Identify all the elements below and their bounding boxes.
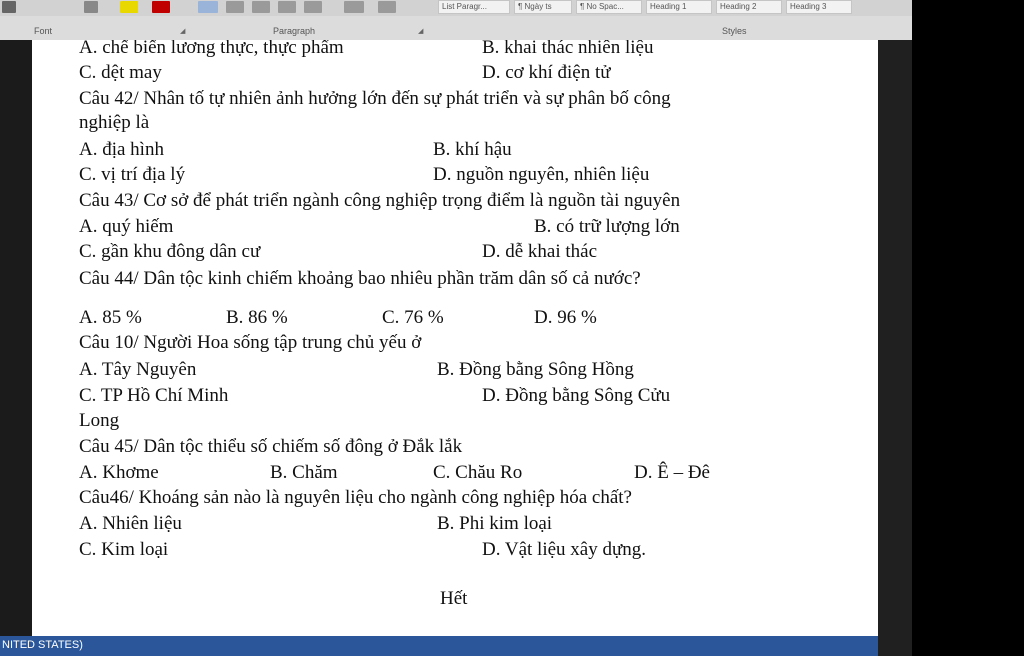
font-color-icon[interactable] [152, 1, 170, 13]
question-10: Câu 10/ Người Hoa sống tập trung chủ yếu ở [79, 332, 422, 353]
q44-option-d: D. 96 % [534, 307, 597, 328]
q10-option-c: C. TP Hồ Chí Minh [79, 385, 229, 406]
q43-option-b: B. có trữ lượng lớn [534, 216, 680, 237]
line-2-b: D. cơ khí điện tử [482, 62, 611, 83]
style-list-paragraph[interactable]: List Paragr... [438, 0, 510, 14]
question-45: Câu 45/ Dân tộc thiểu số chiếm số đông ở Đắk lắk [79, 436, 463, 457]
q42-option-c: C. vị trí địa lý [79, 164, 186, 185]
right-margin-area [878, 40, 912, 656]
q10-option-d-cont: Long [79, 410, 120, 431]
line-spacing-icon[interactable] [304, 1, 322, 13]
q45-option-d: D. Ê – Đê [634, 462, 710, 483]
q45-option-a: A. Khơme [79, 462, 159, 483]
style-ngay-ts[interactable]: ¶ Ngày ts [514, 0, 572, 14]
style-no-spacing[interactable]: ¶ No Spac... [576, 0, 642, 14]
q45-option-b: B. Chăm [270, 462, 338, 483]
q45-option-c: C. Chău Ro [433, 462, 523, 483]
justify-icon[interactable] [278, 1, 296, 13]
text-effects-icon[interactable] [84, 1, 98, 13]
q10-option-d: D. Đồng bằng Sông Cửu [482, 385, 671, 406]
align-center-icon[interactable] [226, 1, 244, 13]
question-42: Câu 42/ Nhân tố tự nhiên ảnh hưởng lớn đến sự phát triển và sự phân bố công [79, 88, 671, 109]
align-right-icon[interactable] [252, 1, 270, 13]
line-1-b: B. khai thác nhiên liệu [482, 40, 654, 58]
q46-option-d: D. Vật liệu xây dựng. [482, 539, 647, 560]
align-left-icon[interactable] [198, 1, 218, 13]
style-heading-3[interactable]: Heading 3 [786, 0, 852, 14]
question-44: Câu 44/ Dân tộc kinh chiếm khoảng bao nhiêu phần trăm dân số cả nước? [79, 268, 641, 289]
group-label-paragraph: Paragraph [273, 26, 316, 36]
q42-option-d: D. nguồn nguyên, nhiên liệu [433, 164, 650, 185]
q10-option-a: A. Tây Nguyên [79, 359, 197, 380]
question-46: Câu46/ Khoáng sản nào là nguyên liệu cho ngành công nghiệp hóa chất? [79, 487, 632, 508]
q43-option-a: A. quý hiếm [79, 216, 174, 237]
end-marker: Hết [440, 588, 468, 609]
ribbon [0, 0, 1024, 40]
question-43: Câu 43/ Cơ sở để phát triển ngành công nghiệp trọng điểm là nguồn tài nguyên [79, 190, 681, 211]
line-2-a: C. dệt may [79, 62, 162, 83]
q10-option-b: B. Đồng bằng Sông Hồng [437, 359, 634, 380]
black-border [912, 0, 1024, 656]
shading-icon[interactable] [344, 1, 364, 13]
status-bar [0, 636, 878, 656]
group-label-styles: Styles [722, 26, 747, 36]
style-heading-2[interactable]: Heading 2 [716, 0, 782, 14]
q42-option-a: A. địa hình [79, 139, 164, 160]
style-heading-1[interactable]: Heading 1 [646, 0, 712, 14]
q46-option-c: C. Kim loại [79, 539, 169, 560]
left-margin-area [0, 40, 32, 636]
q43-option-c: C. gần khu đông dân cư [79, 241, 261, 262]
q44-option-a: A. 85 % [79, 307, 142, 328]
borders-icon[interactable] [378, 1, 396, 13]
document-page[interactable] [32, 40, 878, 636]
paragraph-dialog-launcher-icon[interactable]: ◢ [418, 27, 424, 35]
language-indicator[interactable]: NITED STATES) [2, 639, 83, 651]
q43-option-d: D. dễ khai thác [482, 241, 598, 262]
q42-option-b: B. khí hậu [433, 139, 512, 160]
q44-option-c: C. 76 % [382, 307, 444, 328]
question-42-cont: nghiệp là [79, 112, 150, 133]
format-painter-icon[interactable] [2, 1, 16, 13]
line-1-a: A. chế biến lương thực, thực phẩm [79, 40, 344, 58]
group-label-font: Font [34, 26, 53, 36]
highlight-color-icon[interactable] [120, 1, 138, 13]
q44-option-b: B. 86 % [226, 307, 288, 328]
q46-option-a: A. Nhiên liệu [79, 513, 182, 534]
font-dialog-launcher-icon[interactable]: ◢ [180, 27, 186, 35]
q46-option-b: B. Phi kim loại [437, 513, 553, 534]
